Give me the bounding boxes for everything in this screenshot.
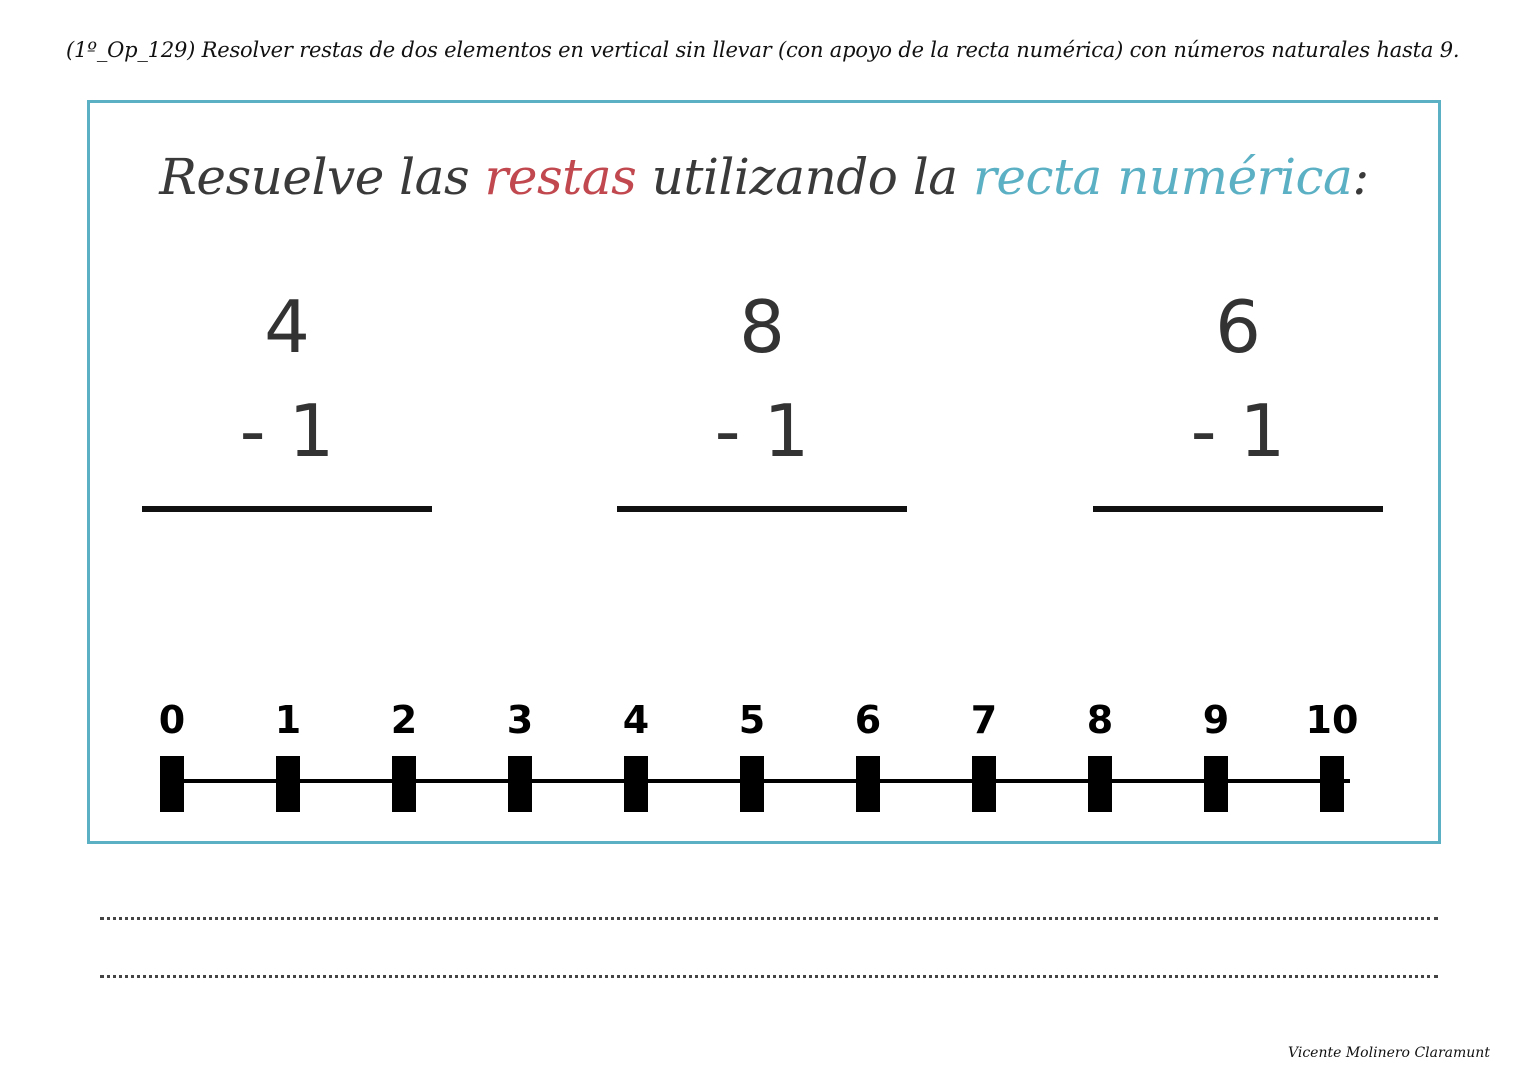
tick-label: 0	[158, 698, 186, 742]
tick-mark	[972, 756, 996, 812]
exercise-frame	[87, 100, 1441, 844]
answer-line	[1093, 506, 1383, 512]
instruction-part-2: utilizando la	[636, 148, 973, 206]
tick-label: 6	[854, 698, 882, 742]
tick-label: 9	[1202, 698, 1230, 742]
subtrahend: - 1	[1190, 389, 1286, 473]
author-signature: Vicente Molinero Claramunt	[1288, 1045, 1490, 1061]
tick-label: 3	[506, 698, 534, 742]
subtraction-1	[142, 283, 432, 523]
answer-line	[142, 506, 432, 512]
instruction-highlight-restas: restas	[484, 148, 637, 206]
instruction-title	[90, 148, 1438, 206]
answer-dotted-line-2	[100, 975, 1438, 978]
subtrahend: - 1	[714, 389, 810, 473]
tick-mark	[1320, 756, 1344, 812]
tick-label: 10	[1305, 698, 1359, 742]
instruction-highlight-recta: recta numérica	[972, 148, 1353, 206]
tick-label: 1	[274, 698, 302, 742]
minuend: 4	[264, 285, 310, 369]
tick-mark	[508, 756, 532, 812]
subtraction-3	[1093, 283, 1383, 523]
tick-label: 8	[1086, 698, 1114, 742]
minuend: 8	[739, 285, 785, 369]
instruction-part-3: :	[1352, 148, 1369, 206]
number-line	[160, 698, 1360, 823]
minuend: 6	[1215, 285, 1261, 369]
subtraction-2	[617, 283, 907, 523]
tick-mark	[160, 756, 184, 812]
tick-mark	[740, 756, 764, 812]
tick-mark	[1088, 756, 1112, 812]
tick-label: 7	[970, 698, 998, 742]
tick-label: 5	[738, 698, 766, 742]
answer-dotted-line-1	[100, 917, 1438, 920]
subtrahend: - 1	[239, 389, 335, 473]
page-header: (1º_Op_129) Resolver restas de dos elementos en vertical sin llevar (con apoyo de la recta numérica) con números naturales hasta 9.	[66, 38, 1460, 62]
tick-label: 4	[622, 698, 650, 742]
tick-label: 2	[390, 698, 418, 742]
tick-mark	[392, 756, 416, 812]
tick-mark	[276, 756, 300, 812]
tick-mark	[624, 756, 648, 812]
instruction-part-1: Resuelve las	[159, 148, 485, 206]
tick-mark	[856, 756, 880, 812]
tick-mark	[1204, 756, 1228, 812]
answer-line	[617, 506, 907, 512]
